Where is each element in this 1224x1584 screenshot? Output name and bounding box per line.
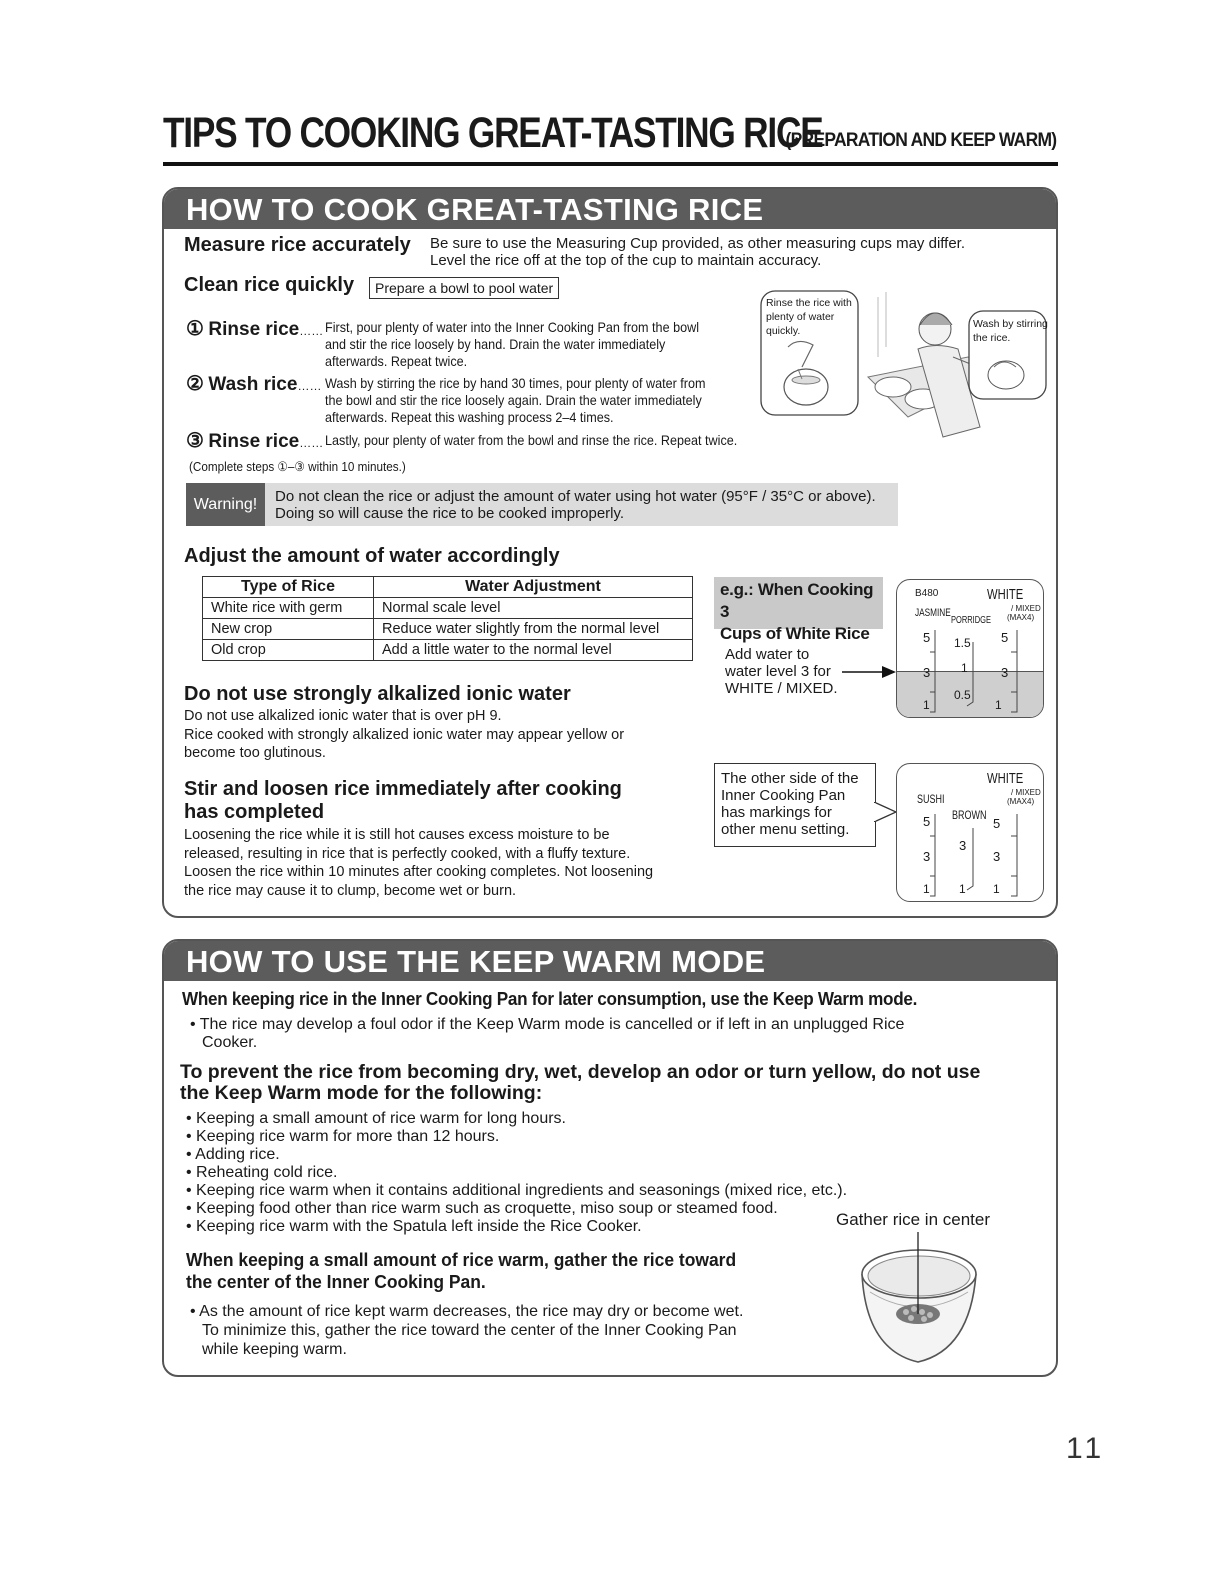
list-item: • Keeping rice warm when it contains additional ingredients and seasonings (mixed rice, etc.).: [186, 1182, 848, 1199]
other-side-note: The other side of the Inner Cooking Pan has markings for other menu setting.: [714, 763, 876, 847]
step-3-text: Lastly, pour plenty of water from the bowl and rinse the rice. Repeat twice.: [325, 432, 738, 448]
keep-warm-section-header: HOW TO USE THE KEEP WARM MODE: [164, 941, 1056, 981]
clean-heading: Clean rice quickly: [184, 274, 355, 296]
step-1-text: First, pour plenty of water into the Inner Cooking Pan from the bowl and stir the rice loosely by hand. Drain the water immediately afterwards. Repeat twice.: [325, 319, 699, 369]
illustration-left-caption: Rinse the rice with plenty of water quickly.: [766, 297, 852, 337]
alkaline-heading: Do not use strongly alkalized ionic water: [184, 683, 571, 705]
model-number: B480: [915, 588, 939, 599]
adjust-heading: Adjust the amount of water accordingly: [184, 545, 560, 567]
inner-pan-illustration: [856, 1232, 982, 1368]
list-item: • Keeping food other than rice warm such as croquette, miso soup or steamed food.: [186, 1200, 778, 1217]
small-amount-heading: When keeping a small amount of rice warm, gather the rice toward the center of the Inner Cooking Pan.: [186, 1250, 737, 1292]
table-cell: White rice with germ: [203, 598, 374, 619]
page-subtitle: (PREPARATION AND KEEP WARM): [785, 130, 1056, 151]
stir-text: Loosening the rice while it is still hot causes excess moisture to be released, resulting in rice that is perfectly cooked, with a fluffy texture. Loosen the rice within 10 minutes after cooking completes. Not loosening the rice may cause it to clump, become wet or burn.: [184, 827, 654, 899]
water-scale-white: B480 WHITE / MIXED (MAX4) JASMINE PORRIDGE 5 3 1 1.5 1 0.5 5 3 1: [896, 579, 1044, 718]
table-cell: Add a little water to the normal level: [374, 640, 693, 661]
complete-note: (Complete steps ①–③ within 10 minutes.): [189, 459, 406, 474]
example-instruction: Add water to water level 3 for WHITE / MIXED.: [725, 646, 838, 697]
scale-label-jasmine: JASMINE: [915, 607, 951, 619]
step-2-text: Wash by stirring the rice by hand 30 times, pour plenty of water from the bowl and stir the rice loosely again. Drain the water immediately afterwards. Repeat this washing process 2–4 times.: [325, 375, 706, 425]
table-cell: New crop: [203, 619, 374, 640]
page-title: TIPS TO COOKING GREAT-TASTING RICE: [163, 109, 823, 157]
table-header-row: [203, 577, 693, 598]
table-cell: Reduce water slightly from the normal level: [374, 619, 693, 640]
warning-label: Warning!: [186, 483, 265, 526]
list-item: • Keeping rice warm with the Spatula left inside the Rice Cooker.: [186, 1218, 642, 1235]
illustration-right-caption: Wash by stirring the rice.: [973, 318, 1048, 344]
table-cell: Normal scale level: [374, 598, 693, 619]
table-row: [203, 598, 693, 619]
cook-rice-section-header: HOW TO COOK GREAT-TASTING RICE: [164, 189, 1056, 229]
scale-label-white: WHITE: [987, 586, 1024, 603]
table-header: Water Adjustment: [374, 577, 693, 598]
alkaline-text: Do not use alkalized ionic water that is over pH 9. Rice cooked with strongly alkalized ionic water may appear yellow or become too glutinous.: [184, 708, 625, 761]
list-item: • Keeping rice warm for more than 12 hours.: [186, 1128, 500, 1145]
scale-label-brown: BROWN: [952, 808, 987, 822]
page-number: 11: [1066, 1432, 1106, 1465]
clean-tag: Prepare a bowl to pool water: [369, 277, 559, 299]
arrow-right-icon: [842, 664, 898, 680]
table-header: Type of Rice: [203, 577, 374, 598]
warning-text: Do not clean the rice or adjust the amount of water using hot water (95°F / 35°C or above). Doing so will cause the rice to be cooked improperly.: [275, 488, 876, 522]
step-1: ① Rinse rice……: [186, 318, 324, 340]
keep-warm-intro-heading: When keeping rice in the Inner Cooking Pan for later consumption, use the Keep Warm mode.: [182, 989, 918, 1009]
scale-label-porridge: PORRIDGE: [951, 615, 992, 626]
page-title-bar: [163, 104, 1058, 166]
list-item: • Adding rice.: [186, 1146, 280, 1163]
callout-pointer: [874, 802, 898, 822]
table-cell: Old crop: [203, 640, 374, 661]
measure-heading: Measure rice accurately: [184, 234, 411, 256]
keep-warm-intro-bullet: • The rice may develop a foul odor if the Keep Warm mode is cancelled or if left in an unplugged Rice Cooker.: [190, 1016, 905, 1051]
small-amount-bullet: • As the amount of rice kept warm decreases, the rice may dry or become wet. To minimize this, gather the rice toward the center of the Inner Cooking Pan while keeping warm.: [190, 1303, 744, 1358]
gather-caption: Gather rice in center: [836, 1210, 991, 1229]
water-adjustment-table: [202, 576, 693, 661]
prevent-list: [186, 1110, 847, 1236]
scale-label-white: WHITE: [987, 770, 1024, 787]
stir-heading: Stir and loosen rice immediately after cooking has completed: [184, 778, 622, 823]
measure-text: Be sure to use the Measuring Cup provided, as other measuring cups may differ. Level the rice off at the top of the cup to maintain accuracy.: [430, 235, 966, 269]
prevent-heading: To prevent the rice from becoming dry, wet, develop an odor or turn yellow, do not use the Keep Warm mode for the following:: [180, 1061, 981, 1104]
water-scale-other-side: WHITE / MIXED (MAX4) SUSHI BROWN 5 3 1 3 1 5 3 1: [896, 763, 1044, 902]
table-row: [203, 619, 693, 640]
table-row: [203, 640, 693, 661]
scale-label-sushi: SUSHI: [917, 792, 945, 806]
list-item: • Keeping a small amount of rice warm for long hours.: [186, 1110, 566, 1127]
step-2: ② Wash rice……: [186, 373, 322, 395]
list-item: • Reheating cold rice.: [186, 1164, 338, 1181]
step-3: ③ Rinse rice……: [186, 430, 324, 452]
example-title: e.g.: When Cooking 3 Cups of White Rice: [714, 577, 883, 629]
